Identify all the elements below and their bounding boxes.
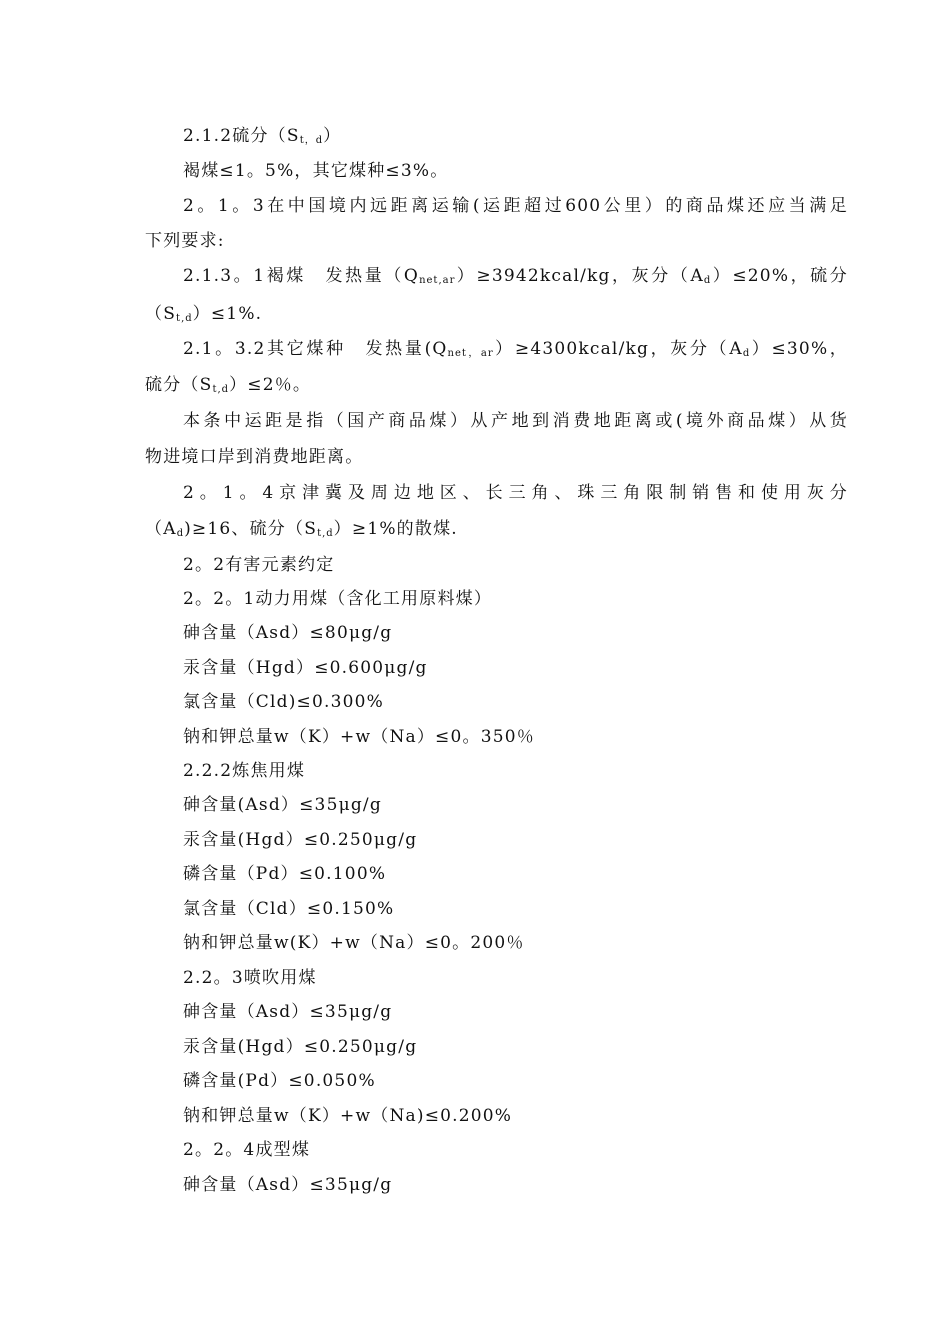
body-line: $(S_{t,d})\le 1\%$. <box>145 304 263 324</box>
spec-line: 砷含量（Asd）≤35μg/g <box>183 1002 393 1022</box>
spec-line: 汞含量（Hgd）≤0.600μg/g <box>183 658 428 678</box>
body-line: 褐煤≤1。5%，其它煤种≤3%。 <box>183 161 449 181</box>
section-heading-2-2-1: 2。2。1动力用煤（含化工用原料煤） <box>183 589 493 609</box>
section-heading-2-1-3: 2。1。3在中国境内远距离运输(运距超过600公里）的商品煤还应当满足 <box>183 196 848 216</box>
body-line-2-1-3-2: 2.1。3.2其它煤种 发热量$(Q_{net,ar})\ge 4300kcal/kg$，灰分$(A_d)\le 30\%$， <box>183 339 848 359</box>
spec-line: 砷含量(Asd）≤35μg/g <box>183 795 382 815</box>
body-line: 硫分$(S_{t,d})\le 2$％。 <box>145 375 312 395</box>
section-heading-2-2-2: 2.2.2炼焦用煤 <box>183 761 306 781</box>
spec-line: 钠和钾总量w(K）+w（Na）≤0。200％ <box>183 933 525 953</box>
spec-line: 砷含量（Asd）≤80μg/g <box>183 623 393 643</box>
body-line: $(A_d)\ge 16$、硫分$(S_{t,d})\ge 1\%$的散煤. <box>145 519 458 539</box>
spec-line: 钠和钾总量w（K）+w（Na）≤0。350％ <box>183 727 535 747</box>
spec-line: 砷含量（Asd）≤35μg/g <box>183 1175 393 1195</box>
spec-line: 汞含量(Hgd）≤0.250μg/g <box>183 830 418 850</box>
section-heading-2-2-3: 2.2。3喷吹用煤 <box>183 968 317 988</box>
spec-line: 汞含量(Hgd）≤0.250μg/g <box>183 1037 418 1057</box>
body-line: 本条中运距是指（国产商品煤）从产地到消费地距离或(境外商品煤）从货 <box>183 411 848 431</box>
spec-line: 氯含量（Cld)≤0.300% <box>183 692 385 712</box>
section-heading-2-2: 2。2有害元素约定 <box>183 555 335 575</box>
body-line-2-1-3-1: 2.1.3。1褐煤 发热量$(Q_{net,ar})\ge 3942kcal/kg$，灰分$(A_d)\le 20\%$，硫分 <box>183 266 848 286</box>
body-line: 下列要求: <box>145 231 225 251</box>
spec-line: 磷含量(Pd）≤0.050% <box>183 1071 376 1091</box>
spec-line: 钠和钾总量w（K）+w（Na)≤0.200% <box>183 1106 513 1126</box>
spec-line: 磷含量（Pd）≤0.100% <box>183 864 387 884</box>
section-heading-2-1-2: 2.1.2硫分$(S_{t,d})$ <box>183 126 342 146</box>
spec-line: 氯含量（Cld）≤0.150% <box>183 899 395 919</box>
section-heading-2-2-4: 2。2。4成型煤 <box>183 1140 311 1160</box>
body-line: 物进境口岸到消费地距离。 <box>145 447 364 467</box>
section-heading-2-1-4: 2。1。4京津冀及周边地区、长三角、珠三角限制销售和使用灰分 <box>183 483 848 503</box>
